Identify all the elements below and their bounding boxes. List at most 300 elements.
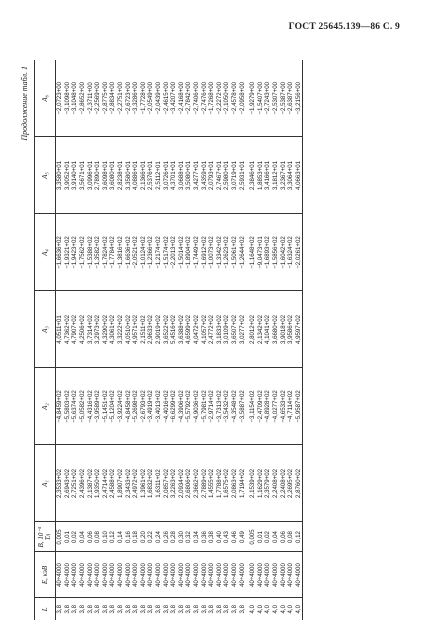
table-cell: −3,9224+02 bbox=[117, 368, 125, 445]
column-header: B, 10⁻⁵ Тл bbox=[35, 522, 56, 552]
table-cell: 2,1539+02 bbox=[249, 445, 257, 522]
table-cell: 0,06 bbox=[279, 522, 287, 552]
table-cell: 3,8 bbox=[185, 605, 193, 614]
table-cell: 3,8 bbox=[208, 605, 216, 614]
column-header: A₅ bbox=[35, 137, 56, 214]
table-row bbox=[109, 60, 117, 620]
table-row bbox=[264, 60, 272, 620]
table-cell: 2,3846+01 bbox=[249, 137, 257, 214]
table-cell: 4,3701+01 bbox=[170, 137, 178, 214]
table-cell: −2,8775+00 bbox=[102, 60, 110, 137]
table-cell: −1,7268+00 bbox=[208, 60, 216, 137]
table-cell: −1,5407+00 bbox=[256, 60, 264, 137]
table-cell: −1,6893+02 bbox=[264, 214, 272, 291]
table-cell: 40÷4000 bbox=[162, 552, 170, 598]
table-cell: 1,9350+02 bbox=[94, 445, 102, 522]
table-cell: 2,2695+02 bbox=[287, 445, 295, 522]
table-row bbox=[147, 60, 155, 620]
table-cell: 1,1629+02 bbox=[256, 445, 264, 522]
table-cell: 1,7194+02 bbox=[238, 445, 249, 522]
table-cell: 1,8853+01 bbox=[256, 137, 264, 214]
table-cell: 4,1041+02 bbox=[264, 291, 272, 368]
table-cell: −4,8459+02 bbox=[56, 368, 64, 445]
table-cell: 3,8 bbox=[101, 605, 109, 614]
table-cell: 3,7314+02 bbox=[86, 291, 94, 368]
table-cell: 3,5671+01 bbox=[79, 137, 87, 214]
table-cell: 3,8 bbox=[200, 605, 208, 614]
table-cell: 4,0663+01 bbox=[294, 137, 302, 214]
table-cell: 2,8238+01 bbox=[117, 137, 125, 214]
table-row bbox=[102, 60, 110, 620]
table-cell: −1,7449+02 bbox=[193, 214, 201, 291]
table-cell: 3,9586+02 bbox=[287, 291, 295, 368]
table-cell: 40÷4000 bbox=[294, 552, 302, 598]
table-cell: −2,7842+00 bbox=[185, 60, 193, 137]
table-cell: −1,1648+02 bbox=[249, 214, 257, 291]
table-row bbox=[170, 60, 178, 620]
table-cell: −2,0261+02 bbox=[294, 214, 302, 291]
table-cell: −2,7406+00 bbox=[193, 60, 201, 137]
table-cell: −3,4013+02 bbox=[155, 368, 163, 445]
table-cell: −3,3286+00 bbox=[132, 60, 140, 137]
table-cell: −2,2013+02 bbox=[170, 214, 178, 291]
table-row bbox=[86, 60, 94, 620]
table-cell: 4,6599+02 bbox=[185, 291, 193, 368]
table-cell: 40÷4000 bbox=[279, 552, 287, 598]
table-row bbox=[140, 60, 148, 620]
table-cell: 3,0996+01 bbox=[86, 137, 94, 214]
table-cell: 1,7788+02 bbox=[215, 445, 223, 522]
table-cell: 2,5376+01 bbox=[147, 137, 155, 214]
table-cell: 4,2506+02 bbox=[79, 291, 87, 368]
table-cell: 40÷4000 bbox=[147, 552, 155, 598]
table-row bbox=[185, 60, 193, 620]
table-cell: −1,5014+02 bbox=[178, 214, 186, 291]
table-cell: −5,1451+02 bbox=[102, 368, 110, 445]
table-cell: 40÷4000 bbox=[256, 552, 264, 598]
table-cell: −4,3906+02 bbox=[178, 368, 186, 445]
table-rotator bbox=[20, 60, 416, 620]
table-cell: 3,8 bbox=[192, 605, 200, 614]
table-cell: 2,7889+02 bbox=[200, 445, 208, 522]
table-cell: 2,8760+02 bbox=[294, 445, 302, 522]
table-cell: 2,0793+01 bbox=[208, 137, 216, 214]
table-cell: 40÷4000 bbox=[86, 552, 94, 598]
table-cell: 3,2973+02 bbox=[94, 291, 102, 368]
table-cell: 2,1511+02 bbox=[140, 291, 148, 368]
table-cell: −2,8834+00 bbox=[109, 60, 117, 137]
table-cell: 3,8 bbox=[223, 605, 231, 614]
table-cell: 4,3061+02 bbox=[109, 291, 117, 368]
table-cell: 4,1057+02 bbox=[200, 291, 208, 368]
table-cell: −5,5792+02 bbox=[185, 368, 193, 445]
table-cell: 4,7362+02 bbox=[64, 291, 72, 368]
table-cell: 40÷4000 bbox=[117, 552, 125, 598]
table-cell: 4,0 bbox=[264, 605, 272, 614]
table-cell: 2,3433+02 bbox=[124, 445, 132, 522]
table-cell: 3,9052+01 bbox=[64, 137, 72, 214]
table-cell: 1,6832+02 bbox=[147, 445, 155, 522]
table-cell: 0,28 bbox=[170, 522, 178, 552]
table-cell: 40÷4000 bbox=[155, 552, 163, 598]
table-cell: 2,1387+02 bbox=[86, 445, 94, 522]
table-cell: −2,2751+00 bbox=[117, 60, 125, 137]
table-cell: 4,0472+02 bbox=[193, 291, 201, 368]
table-cell: −1,5174+02 bbox=[162, 214, 170, 291]
table-cell: 3,3222+02 bbox=[117, 291, 125, 368]
table-cell: 3,4277+01 bbox=[193, 137, 201, 214]
table-row bbox=[94, 60, 102, 620]
table-cell: 3,3580+01 bbox=[124, 137, 132, 214]
table-cell: 3,5080+01 bbox=[185, 137, 193, 214]
table-cell: −1,6636+02 bbox=[124, 214, 132, 291]
table-cell: 4,9571+02 bbox=[132, 291, 140, 368]
table-cell: −2,3711+00 bbox=[86, 60, 94, 137]
column-header: A₃ bbox=[35, 291, 56, 368]
table-row bbox=[238, 60, 249, 620]
table-cell: 2,3662+02 bbox=[193, 445, 201, 522]
table-cell: 40÷4000 bbox=[287, 552, 295, 598]
table-cell: 2,5112+01 bbox=[155, 137, 163, 214]
table-cell: 4,9597+02 bbox=[294, 291, 302, 368]
table-cell: −2,5387+00 bbox=[279, 60, 287, 137]
table-cell: −3,1154+02 bbox=[249, 368, 257, 445]
table-cell: 0,46 bbox=[231, 522, 239, 552]
table-cell: 3,8 bbox=[139, 605, 147, 614]
table-cell: 40÷4000 bbox=[132, 552, 140, 598]
table-cell: 2,7251+02 bbox=[71, 445, 79, 522]
table-cell: −2,4168+00 bbox=[178, 60, 186, 137]
table-cell: −1,7784+02 bbox=[109, 214, 117, 291]
table-cell: 40÷4000 bbox=[193, 552, 201, 598]
table-cell: −4,9036+02 bbox=[193, 368, 201, 445]
table-cell: −2,4578+00 bbox=[231, 60, 239, 137]
table-cell: −3,7313+02 bbox=[215, 368, 223, 445]
table-cell: 3,8 bbox=[155, 605, 163, 614]
table-cell: 2,3533+02 bbox=[56, 445, 64, 522]
table-cell: 3,8 bbox=[132, 605, 140, 614]
table-cell: −1,3816+02 bbox=[117, 214, 125, 291]
table-cell: −5,2698+02 bbox=[132, 368, 140, 445]
table-cell: 3,8 bbox=[238, 605, 246, 614]
table-cell: 1,8907+02 bbox=[117, 445, 125, 522]
table-cell: −5,6374+02 bbox=[71, 368, 79, 445]
table-cell: 1,6575+02 bbox=[223, 445, 231, 522]
table-cell: −1,2174+02 bbox=[155, 214, 163, 291]
table-cell: 2,6806+02 bbox=[185, 445, 193, 522]
table-cell: 0,20 bbox=[140, 522, 148, 552]
table-cell: 2,8012+02 bbox=[249, 291, 257, 368]
table-cell: 40÷4000 bbox=[200, 552, 208, 598]
column-header: A₆ bbox=[35, 60, 56, 137]
table-cell: 2,0863+02 bbox=[231, 445, 239, 522]
table-cell: −1,6042+02 bbox=[279, 214, 287, 291]
table-cell: 40÷4000 bbox=[264, 552, 272, 598]
table-cell: 0,08 bbox=[94, 522, 102, 552]
table-cell: 0,04 bbox=[272, 522, 280, 552]
table-row bbox=[178, 60, 186, 620]
table-row bbox=[215, 60, 223, 620]
table-cell: −4,7114+02 bbox=[287, 368, 295, 445]
table-cell: −5,0582+02 bbox=[79, 368, 87, 445]
table-cell: 0,005 bbox=[56, 522, 64, 552]
table-cell: 40÷4000 bbox=[238, 552, 249, 598]
table-cell: −1,5061+02 bbox=[231, 214, 239, 291]
table-cell: −4,3548+02 bbox=[231, 368, 239, 445]
coefficients-table bbox=[34, 60, 303, 620]
table-cell: 0,02 bbox=[264, 522, 272, 552]
table-cell: 3,8 bbox=[56, 605, 64, 614]
table-cell: 4,0 bbox=[249, 605, 257, 614]
table-cell: −4,8928+02 bbox=[264, 368, 272, 445]
table-cell: 4,3290+02 bbox=[102, 291, 110, 368]
table-cell: 3,8 bbox=[170, 605, 178, 614]
table-cell: 0,22 bbox=[147, 522, 155, 552]
table-cell: 3,6507+02 bbox=[231, 291, 239, 368]
table-cell: 40÷4000 bbox=[272, 552, 280, 598]
table-cell: 2,3579+02 bbox=[264, 445, 272, 522]
table-cell: 0,12 bbox=[109, 522, 117, 552]
table-cell: 3,8 bbox=[147, 605, 155, 614]
table-cell: −2,0521+02 bbox=[132, 214, 140, 291]
table-cell: 2,7890+01 bbox=[94, 137, 102, 214]
table-row bbox=[294, 60, 302, 620]
table-cell: −3,4919+02 bbox=[147, 368, 155, 445]
table-cell: 40÷4000 bbox=[170, 552, 178, 598]
table-cell: −2,9714+02 bbox=[208, 368, 216, 445]
table-cell: 3,1833+02 bbox=[215, 291, 223, 368]
table-cell: 2,9019+02 bbox=[155, 291, 163, 368]
table-cell: 0,32 bbox=[185, 522, 193, 552]
table-cell: −2,8652+00 bbox=[79, 60, 87, 137]
table-cell: −3,1098+00 bbox=[64, 60, 72, 137]
table-cell: 3,8 bbox=[177, 605, 185, 614]
table-cell: 0,36 bbox=[200, 522, 208, 552]
table-cell: 4,0 bbox=[287, 605, 295, 614]
table-cell: 4,0510+02 bbox=[124, 291, 132, 368]
table-cell: −4,6533+02 bbox=[279, 368, 287, 445]
table-cell: −5,9587+02 bbox=[294, 368, 302, 445]
table-cell: 3,3580+01 bbox=[56, 137, 64, 214]
table-cell: −1,7824+02 bbox=[102, 214, 110, 291]
table-cell: 2,1342+02 bbox=[256, 291, 264, 368]
table-cell: −1,3582+02 bbox=[94, 214, 102, 291]
table-cell: 2,5931+01 bbox=[238, 137, 249, 214]
table-cell: 3,8 bbox=[86, 605, 94, 614]
table-row bbox=[117, 60, 125, 620]
table-cell: 2,5980+01 bbox=[223, 137, 231, 214]
table-cell: −4,8458+02 bbox=[124, 368, 132, 445]
table-cell: 0,12 bbox=[294, 522, 302, 552]
table-cell: −2,0549+00 bbox=[147, 60, 155, 137]
table-cell: 3,6522+02 bbox=[162, 291, 170, 368]
table-cell: 3,3064+01 bbox=[287, 137, 295, 214]
table-cell: 3,1812+01 bbox=[272, 137, 280, 214]
table-cell: 3,0719+01 bbox=[231, 137, 239, 214]
table-row bbox=[79, 60, 87, 620]
table-cell: 0,01 bbox=[64, 522, 72, 552]
table-cell: −2,6723+00 bbox=[124, 60, 132, 137]
table-cell: 3,0109+02 bbox=[223, 291, 231, 368]
table-row bbox=[249, 60, 257, 620]
table-cell: 0,08 bbox=[287, 522, 295, 552]
table-cell: 40÷4000 bbox=[140, 552, 148, 598]
table-cell: 3,4359+01 bbox=[200, 137, 208, 214]
table-row bbox=[162, 60, 170, 620]
table-cell: 3,0726+01 bbox=[162, 137, 170, 214]
table-row bbox=[287, 60, 295, 620]
table-cell: 0,04 bbox=[79, 522, 87, 552]
table-cell: −1,5388+02 bbox=[86, 214, 94, 291]
table-cell: −2,0723+00 bbox=[56, 60, 64, 137]
table-cell: −2,7476+00 bbox=[200, 60, 208, 137]
table-cell: 2,1366+01 bbox=[140, 137, 148, 214]
table-cell: 40÷4000 bbox=[208, 552, 216, 598]
table-cell: 4,7907+02 bbox=[71, 291, 79, 368]
table-cell: −3,5887+02 bbox=[238, 368, 249, 445]
table-cell: 3,6098+01 bbox=[102, 137, 110, 214]
table-cell: 3,6388+02 bbox=[178, 291, 186, 368]
table-cell: −2,5307+00 bbox=[272, 60, 280, 137]
table-cell: −2,7243+00 bbox=[264, 60, 272, 137]
table-cell: 2,0934+02 bbox=[178, 445, 186, 522]
table-cell: 2,4588+02 bbox=[109, 445, 117, 522]
table-cell: 0,01 bbox=[256, 522, 264, 552]
table-cell: −1,9279+00 bbox=[249, 60, 257, 137]
table-cell: 0,18 bbox=[132, 522, 140, 552]
table-cell: 0,02 bbox=[71, 522, 79, 552]
table-cell: 40÷4000 bbox=[178, 552, 186, 598]
table-cell: −1,7562+02 bbox=[79, 214, 87, 291]
table-cell: 4,0 bbox=[271, 605, 279, 614]
table-row bbox=[200, 60, 208, 620]
table-cell: −3,5432+02 bbox=[223, 368, 231, 445]
table-cell: −6,6299+02 bbox=[170, 368, 178, 445]
table-cell: −3,4207+00 bbox=[170, 60, 178, 137]
table-cell: 3,8 bbox=[124, 605, 132, 614]
table-cell: 2,4396+02 bbox=[79, 445, 87, 522]
table-cell: −2,0439+00 bbox=[155, 60, 163, 137]
column-header: E, кэВ bbox=[35, 552, 56, 598]
column-header: L bbox=[35, 598, 56, 620]
table-row bbox=[132, 60, 140, 620]
table-cell: −2,6793+02 bbox=[140, 368, 148, 445]
table-cell: −2,0958+00 bbox=[238, 60, 249, 137]
table-cell: 40÷4000 bbox=[231, 552, 239, 598]
table-cell: −3,9589+02 bbox=[94, 368, 102, 445]
table-cell: 4,0 bbox=[294, 598, 302, 620]
table-cell: 1,4555+02 bbox=[208, 445, 216, 522]
table-row bbox=[256, 60, 264, 620]
table-cell: 40÷4000 bbox=[185, 552, 193, 598]
column-header: A₄ bbox=[35, 214, 56, 291]
table-cell: 0,10 bbox=[102, 522, 110, 552]
table-row bbox=[71, 60, 79, 620]
table-continuation-label: Продолжение табл. 1 bbox=[20, 66, 29, 141]
table-cell: 0,005 bbox=[249, 522, 257, 552]
table-cell: −2,2272+00 bbox=[215, 60, 223, 137]
table-cell: 0,43 bbox=[223, 522, 231, 552]
column-header: A₂ bbox=[35, 368, 56, 445]
table-cell: 0,49 bbox=[238, 522, 249, 552]
table-cell: −1,6912+02 bbox=[200, 214, 208, 291]
table-cell: 3,6080+01 bbox=[109, 137, 117, 214]
table-cell: −1,7728+00 bbox=[140, 60, 148, 137]
table-cell: 4,0 bbox=[279, 605, 287, 614]
table-row bbox=[223, 60, 231, 620]
table-cell: −4,4316+02 bbox=[86, 368, 94, 445]
table-cell: 2,7467+01 bbox=[215, 137, 223, 214]
table-cell: 0,26 bbox=[162, 522, 170, 552]
table-cell: 3,8 bbox=[109, 605, 117, 614]
table-cell: 2,6943+02 bbox=[64, 445, 72, 522]
table-cell: 3,8 bbox=[117, 605, 125, 614]
table-cell: 3,9140+01 bbox=[71, 137, 79, 214]
table-cell: 3,2263+02 bbox=[170, 445, 178, 522]
table-cell: 40÷4000 bbox=[215, 552, 223, 598]
table-cell: −1,9423+02 bbox=[71, 214, 79, 291]
table-cell: 3,2367+01 bbox=[279, 137, 287, 214]
table-cell: 40÷4000 bbox=[223, 552, 231, 598]
table-cell: −4,0277+02 bbox=[272, 368, 280, 445]
table-cell: −5,5803+02 bbox=[64, 368, 72, 445]
table-cell: −3,1048+00 bbox=[71, 60, 79, 137]
table-cell: 0,34 bbox=[193, 522, 201, 552]
table-cell: −1,2366+02 bbox=[147, 214, 155, 291]
table-cell: 40÷4000 bbox=[102, 552, 110, 598]
table-cell: −1,5856+02 bbox=[272, 214, 280, 291]
table-cell: −5,1204+02 bbox=[109, 368, 117, 445]
table-header-row bbox=[35, 60, 56, 620]
table-cell: 2,9633+02 bbox=[147, 291, 155, 368]
table-cell: 2,2408+02 bbox=[272, 445, 280, 522]
table-cell: −1,9321+02 bbox=[64, 214, 72, 291]
table-cell: 3,6680+02 bbox=[272, 291, 280, 368]
table-cell: −1,0073+02 bbox=[208, 214, 216, 291]
table-cell: 2,4972+02 bbox=[132, 445, 140, 522]
table-row bbox=[272, 60, 280, 620]
table-cell: −1,3342+02 bbox=[215, 214, 223, 291]
table-cell: −1,6636+02 bbox=[56, 214, 64, 291]
table-row bbox=[64, 60, 72, 620]
page-header: ГОСТ 25645.139—86 С. 9 bbox=[288, 22, 400, 32]
table-cell: 4,0 bbox=[256, 605, 264, 614]
table-row bbox=[124, 60, 132, 620]
table-cell: −2,4615+00 bbox=[162, 60, 170, 137]
table-cell: 1,3961+02 bbox=[140, 445, 148, 522]
table-cell: 3,8 bbox=[94, 605, 102, 614]
table-cell: −1,8904+02 bbox=[185, 214, 193, 291]
table-cell: 0,30 bbox=[178, 522, 186, 552]
table-cell: 40÷4000 bbox=[71, 552, 79, 598]
table-cell: 40÷4000 bbox=[109, 552, 117, 598]
table-cell: 3,8 bbox=[63, 605, 71, 614]
table-cell: 2,4714+02 bbox=[102, 445, 110, 522]
table-cell: 40÷4000 bbox=[64, 552, 72, 598]
table-cell: −1,2623+02 bbox=[223, 214, 231, 291]
table-cell: 3,8 bbox=[79, 605, 87, 614]
table-cell: −2,1050+00 bbox=[223, 60, 231, 137]
table-cell: −2,2569+00 bbox=[94, 60, 102, 137]
table-cell: 4,0511+01 bbox=[56, 291, 64, 368]
table-cell: 3,0277+02 bbox=[238, 291, 249, 368]
table-row bbox=[56, 60, 64, 620]
table-cell: −1,6324+02 bbox=[287, 214, 295, 291]
table-cell: −1,0124+02 bbox=[140, 214, 148, 291]
table-cell: 4,0886+01 bbox=[132, 137, 140, 214]
table-cell: 2,0857+02 bbox=[162, 445, 170, 522]
table-cell: 40÷4000 bbox=[249, 552, 257, 598]
